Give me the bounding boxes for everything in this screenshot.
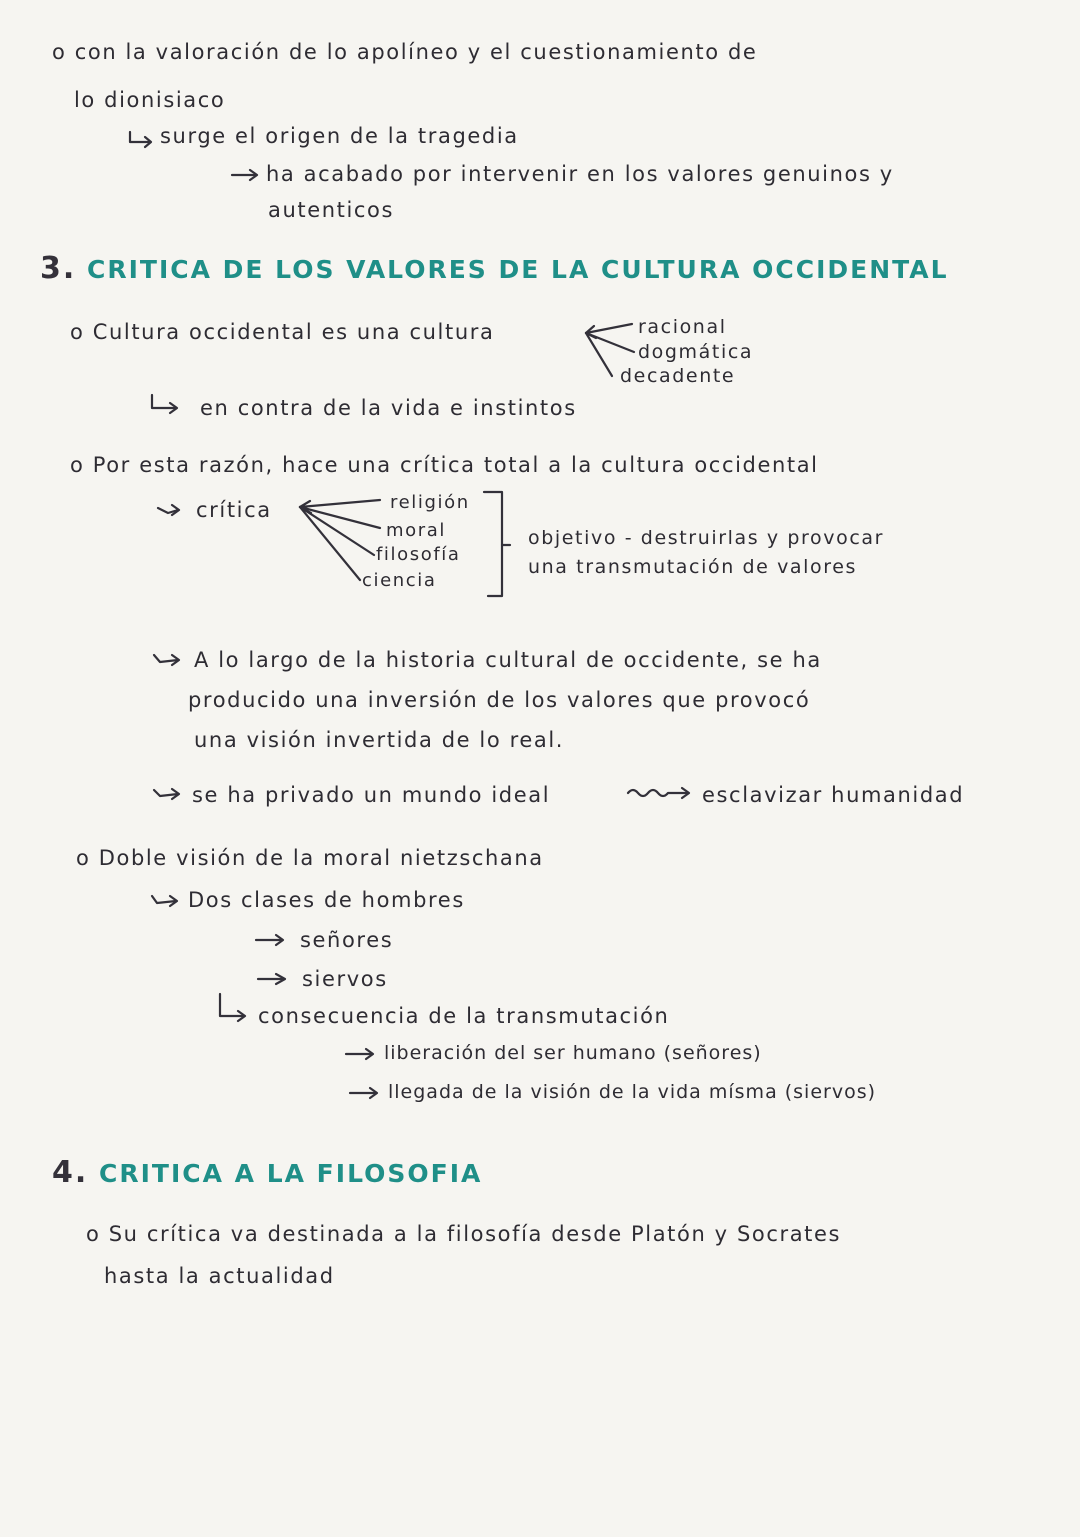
l-arrow-icon bbox=[152, 896, 177, 906]
text-line: o Por esta razón, hace una crítica total a la cultura occidental bbox=[70, 453, 819, 477]
text-line: esclavizar humanidad bbox=[702, 783, 965, 807]
critica-item: filosofía bbox=[376, 544, 461, 565]
text-line: liberación del ser humano (señores) bbox=[384, 1042, 762, 1064]
section-title: CRITICA A LA FILOSOFIA bbox=[99, 1159, 483, 1188]
text-line: consecuencia de la transmutación bbox=[258, 1004, 670, 1028]
text-line: surge el origen de la tragedia bbox=[160, 124, 519, 148]
arrow-icon bbox=[346, 1049, 373, 1059]
text-line: o Su crítica va destinada a la filosofía desde Platón y Socrates bbox=[86, 1222, 842, 1246]
arrow-icon bbox=[258, 974, 285, 984]
l-arrow-icon bbox=[154, 655, 179, 665]
l-arrow-icon bbox=[154, 789, 179, 799]
text-line: siervos bbox=[302, 967, 388, 991]
l-arrow-icon bbox=[152, 395, 177, 413]
section-title: CRITICA DE LOS VALORES DE LA CULTURA OCCIDENTAL bbox=[87, 255, 949, 284]
arrow-icon bbox=[350, 1088, 377, 1098]
branch-item: dogmática bbox=[638, 341, 754, 363]
section-number: 3. bbox=[40, 251, 77, 286]
text-line: en contra de la vida e instintos bbox=[200, 396, 577, 420]
text-line: ha acabado por intervenir en los valores genuinos y bbox=[266, 162, 894, 186]
text-line: una visión invertida de lo real. bbox=[194, 728, 565, 752]
bracket-icon bbox=[484, 492, 510, 596]
text-line: llegada de la visión de la vida mísma (siervos) bbox=[388, 1081, 877, 1103]
section-4-heading bbox=[52, 1155, 483, 1190]
text-line: hasta la actualidad bbox=[104, 1264, 335, 1288]
text-line: se ha privado un mundo ideal bbox=[192, 783, 551, 807]
text-line: autenticos bbox=[268, 198, 395, 222]
text-line: lo dionisiaco bbox=[74, 88, 226, 112]
text-line: o con la valoración de lo apolíneo y el cuestionamiento de bbox=[52, 40, 758, 64]
text-line: Dos clases de hombres bbox=[188, 888, 465, 912]
l-arrow-icon bbox=[130, 132, 151, 147]
text-line: señores bbox=[300, 928, 394, 952]
arrow-icon bbox=[256, 935, 283, 945]
section-number: 4. bbox=[52, 1155, 89, 1190]
text-line: una transmutación de valores bbox=[528, 556, 858, 578]
l-arrow-icon bbox=[158, 505, 179, 515]
text-line: crítica bbox=[196, 498, 272, 522]
arrow-icon bbox=[232, 170, 257, 180]
l-arrow-icon bbox=[220, 994, 245, 1021]
branch-item: decadente bbox=[620, 365, 736, 387]
text-line: producido una inversión de los valores que provocó bbox=[188, 688, 811, 712]
text-line: A lo largo de la historia cultural de occidente, se ha bbox=[194, 648, 822, 672]
text-line: o Doble visión de la moral nietzschana bbox=[76, 846, 544, 870]
critica-item: moral bbox=[386, 520, 446, 541]
wavy-arrow-icon bbox=[628, 788, 689, 798]
section-3-heading bbox=[40, 251, 949, 286]
branch-item: racional bbox=[638, 316, 727, 338]
text-line: o Cultura occidental es una cultura bbox=[70, 320, 495, 344]
bleed-through: ⠀ bbox=[640, 30, 702, 112]
text-line: objetivo - destruirlas y provocar bbox=[528, 527, 885, 549]
branch-arrow-icon bbox=[300, 500, 380, 580]
critica-item: ciencia bbox=[362, 570, 437, 591]
critica-item: religión bbox=[390, 492, 470, 513]
